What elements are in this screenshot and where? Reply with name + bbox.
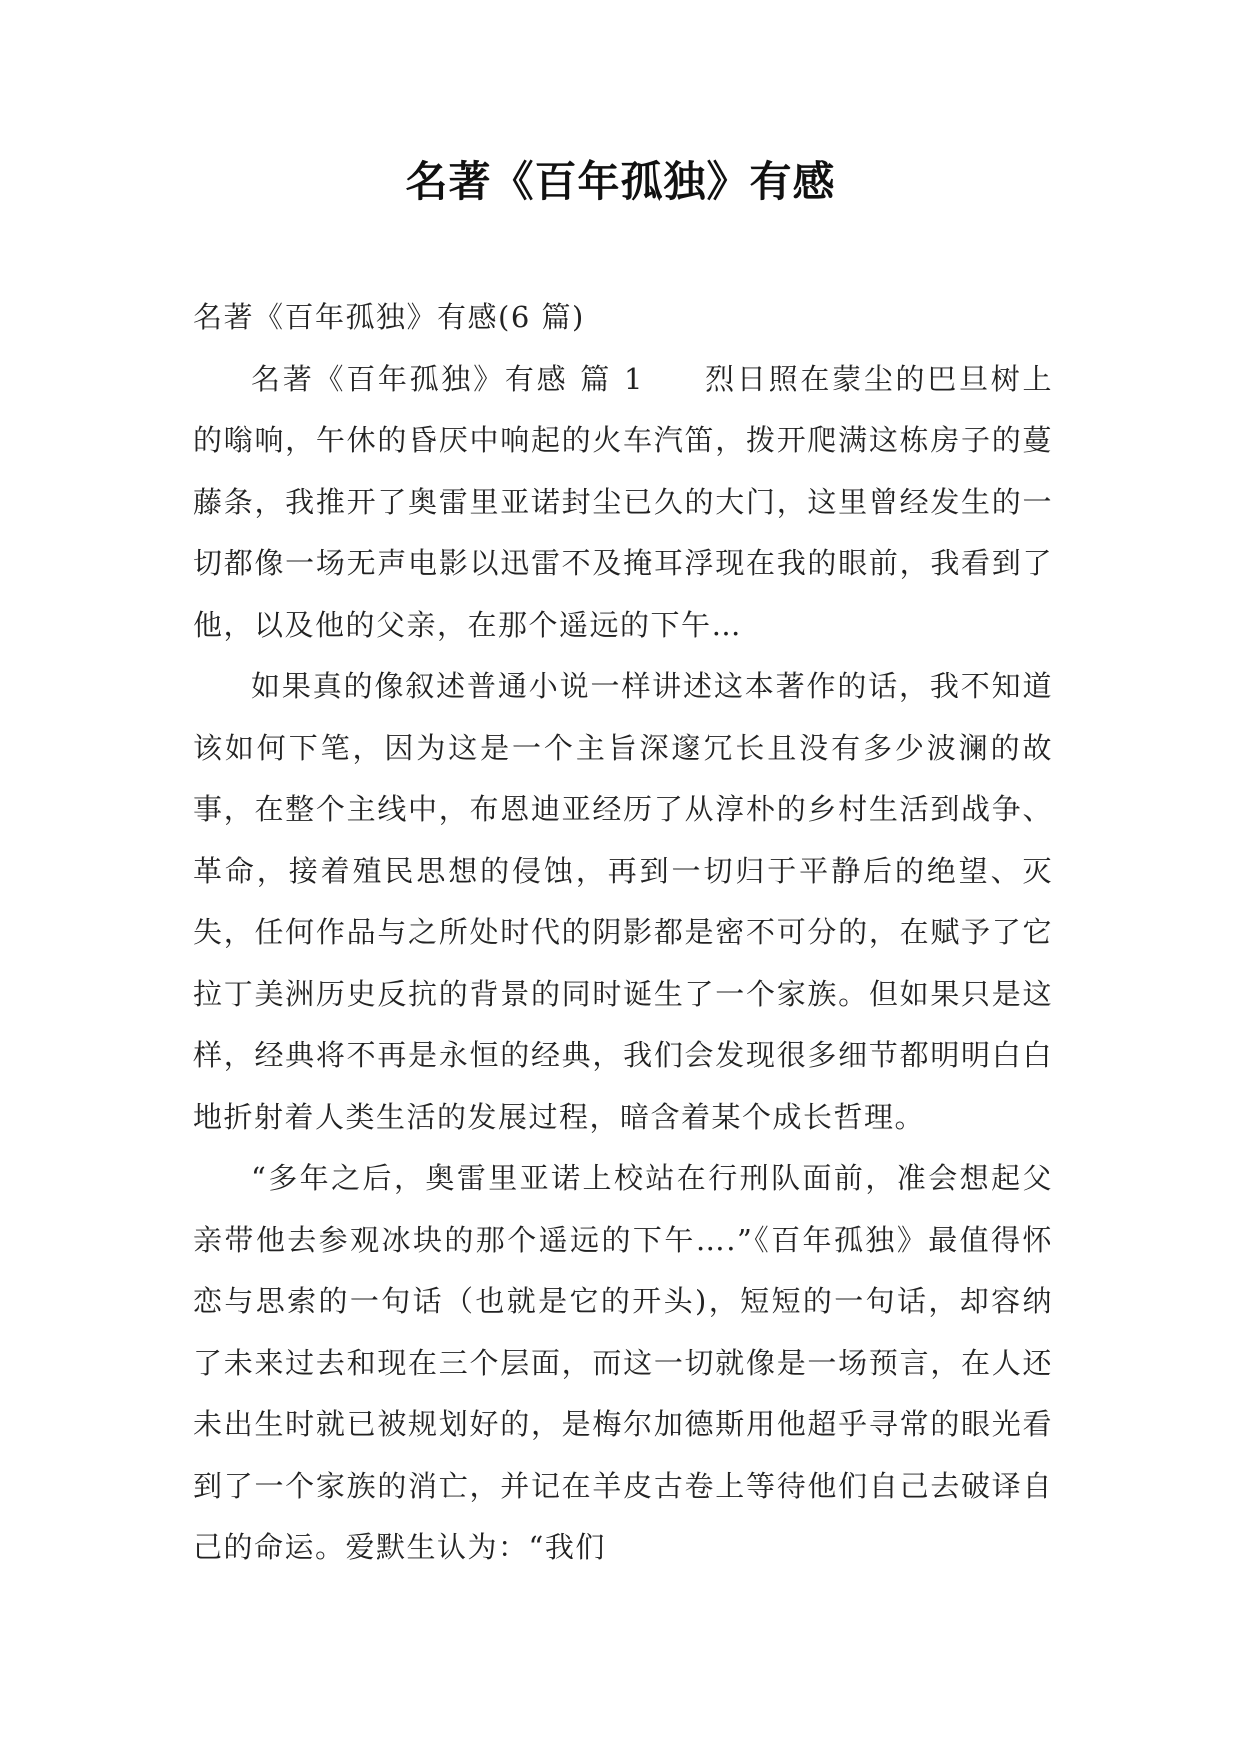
document-title: 名著《百年孤独》有感 xyxy=(405,157,836,206)
document-body xyxy=(193,287,1053,1579)
paragraph-1 xyxy=(193,349,1053,657)
paragraph-1-text: 烈日照在蒙尘的巴旦树上的嗡响，午休的昏厌中响起的火车汽笛，拨开爬满这栋房子的蔓藤条，我推开了奥雷里亚诺封尘已久的大门，这里曾经发生的一切都像一场无声电影以迅雷不及掩耳浮现在我的眼前，我看到了他，以及他的父亲，在那个遥远的下午… xyxy=(193,361,1053,642)
document-subtitle: 名著《百年孤独》有感(6 篇) xyxy=(193,300,585,334)
section-heading: 名著《百年孤独》有感 篇 1 xyxy=(251,361,644,396)
paragraph-2: 如果真的像叙述普通小说一样讲述这本著作的话，我不知道该如何下笔，因为这是一个主旨深邃冗长且没有多少波澜的故事，在整个主线中，布恩迪亚经历了从淳朴的乡村生活到战争、革命，接着殖民思想的侵蚀，再到一切归于平静后的绝望、灭失，任何作品与之所处时代的阴影都是密不可分的，在赋予了它拉丁美洲历史反抗的背景的同时诞生了一个家族。但如果只是这样，经典将不再是永恒的经典，我们会发现很多细节都明明白白地折射着人类生活的发展过程，暗含着某个成长哲理。 xyxy=(193,669,1053,1134)
paragraph-3: “多年之后，奥雷里亚诺上校站在行刑队面前，准会想起父亲带他去参观冰块的那个遥远的下午….”《百年孤独》最值得怀恋与思索的一句话（也就是它的开头)，短短的一句话，却容纳了未来过去和现在三个层面，而这一切就像是一场预言，在人还未出生时就已被规划好的，是梅尔加德斯用他超乎寻常的眼光看到了一个家族的消亡，并记在羊皮古卷上等待他们自己去破译自己的命运。爱默生认为：“我们 xyxy=(193,1161,1053,1564)
